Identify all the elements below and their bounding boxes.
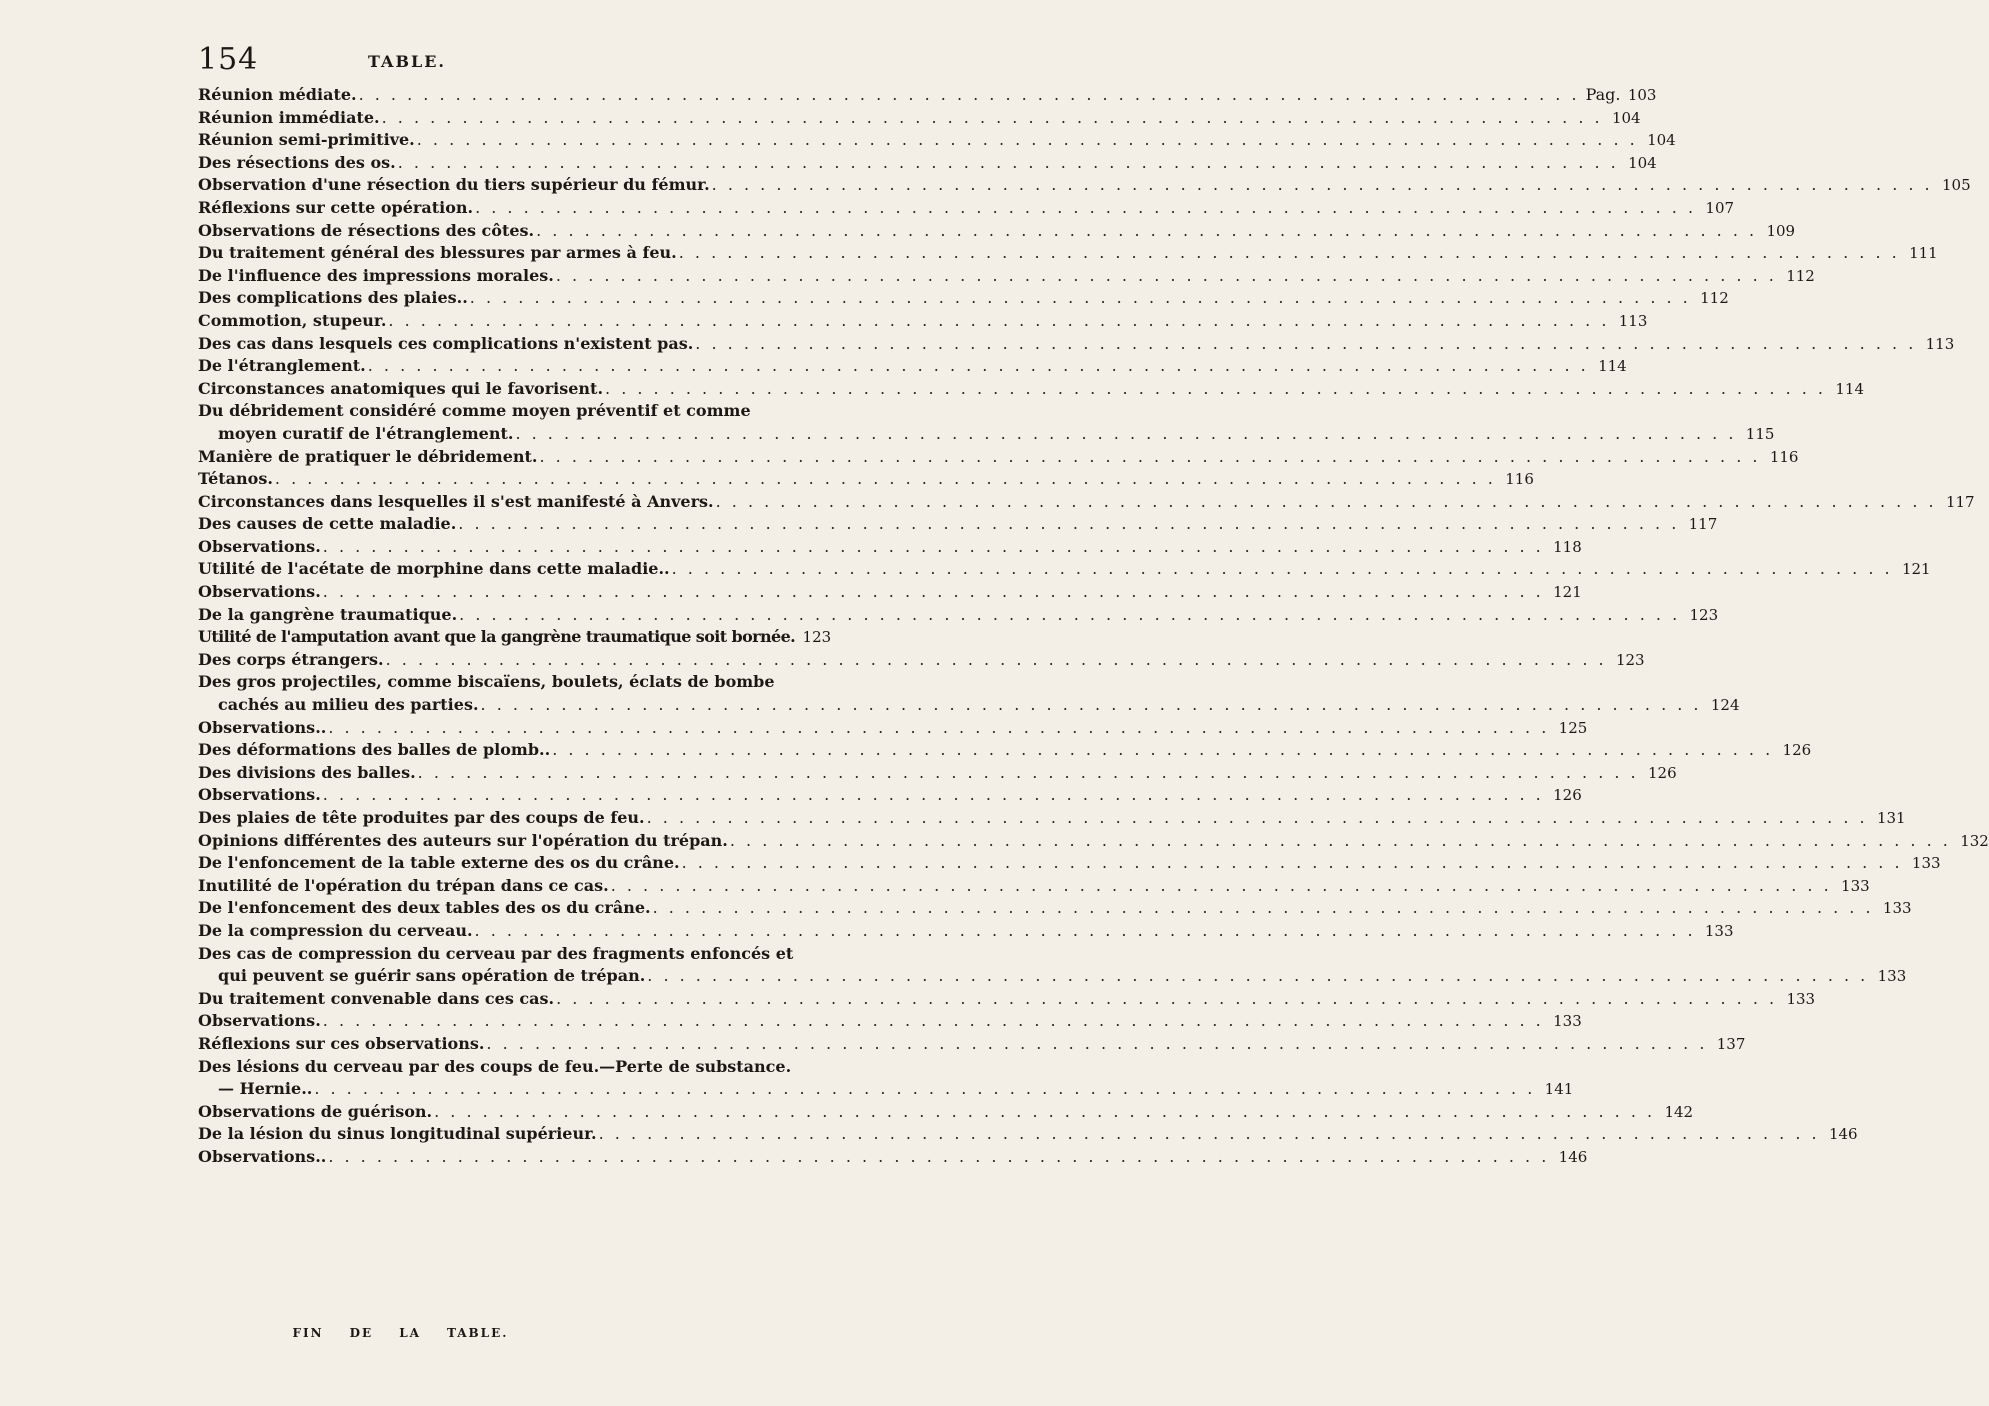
- toc-entry-title: Tétanos.: [198, 469, 273, 489]
- dot-leader: [554, 988, 1779, 1011]
- toc-entry: [198, 604, 1719, 627]
- dot-leader: [386, 310, 1611, 333]
- toc-entry-title: — Hernie..: [218, 1079, 313, 1099]
- dot-leader: [710, 174, 1935, 197]
- toc-entry: [198, 807, 1906, 830]
- dot-leader: [432, 1101, 1657, 1124]
- toc-entry: [198, 468, 1534, 491]
- footer-word: TABLE.: [446, 1326, 509, 1340]
- dot-leader: [357, 84, 1582, 107]
- toc-entry-title: Observations..: [198, 1146, 327, 1166]
- footer-word: LA: [399, 1326, 421, 1340]
- toc-entry: [198, 446, 1799, 469]
- toc-entry-title: cachés au milieu des parties.: [218, 695, 479, 715]
- toc-entry-title: Des lésions du cerveau par des coups de feu.—Perte de substance.: [198, 1056, 792, 1076]
- toc-entry-title: De la lésion du sinus longitudinal supérieur.: [198, 1124, 597, 1144]
- toc-entry-title: Observations.: [198, 582, 321, 602]
- pag-label: Pag.: [1585, 85, 1621, 104]
- dot-leader: [554, 265, 1779, 288]
- toc-page-number: 104: [1628, 153, 1657, 172]
- toc-page-number: 133: [1877, 967, 1907, 986]
- dot-leader: [384, 649, 1609, 672]
- toc-page-number: 146: [1558, 1147, 1588, 1166]
- toc-entry-title: Des résections des os.: [198, 152, 396, 172]
- toc-page-number: 132: [1960, 831, 1989, 850]
- running-title: TABLE.: [368, 52, 446, 71]
- toc-entry-title: Circonstances dans lesquelles il s'est manifesté à Anvers.: [198, 491, 714, 511]
- toc-entry: [198, 830, 1989, 853]
- toc-entry-title: Des plaies de tête produites par des coups de feu.: [198, 808, 645, 827]
- toc-page-number: 131: [1876, 809, 1906, 827]
- toc-page-number: 118: [1553, 537, 1582, 556]
- toc-entry: [198, 694, 1740, 717]
- toc-entry-title: Réflexions sur ces observations.: [198, 1033, 485, 1053]
- toc-entry-title: Commotion, stupeur.: [198, 310, 387, 330]
- toc-entry-title: Des cas de compression du cerveau par des fragments enfoncés et: [198, 943, 794, 963]
- dot-leader: [597, 1123, 1822, 1146]
- toc-page-number: 117: [1688, 515, 1718, 534]
- toc-page-number: 133: [1786, 989, 1816, 1008]
- toc-entry-title: Observations..: [198, 717, 327, 737]
- toc-entry-title: De la gangrène traumatique.: [198, 604, 458, 624]
- toc-page-number: 133: [1911, 854, 1941, 873]
- dot-leader: [473, 920, 1698, 943]
- toc-entry: [198, 310, 1648, 333]
- dot-leader: [479, 694, 1704, 717]
- toc-entry-title: Réunion médiate.: [198, 85, 357, 104]
- toc-page-number: 117: [1945, 492, 1975, 511]
- footer-word: FIN: [292, 1326, 324, 1340]
- toc-entry: [198, 242, 1938, 265]
- toc-page-number: 133: [1553, 1012, 1582, 1031]
- toc-entry-title: Observations.: [198, 785, 321, 805]
- toc-page-number: 121: [1901, 560, 1931, 579]
- toc-page-number: 126: [1648, 763, 1677, 782]
- toc-entry: [198, 1078, 1574, 1101]
- toc-page-number: 103: [1627, 86, 1657, 104]
- toc-entry: [198, 355, 1627, 378]
- toc-entry: [198, 333, 1955, 356]
- toc-entry: [198, 920, 1734, 943]
- toc-page-number: 116: [1505, 470, 1534, 489]
- dot-leader: [534, 220, 1759, 243]
- toc-entry: [198, 536, 1582, 559]
- toc-page-number: 125: [1558, 718, 1588, 737]
- toc-entry-title: Observations de guérison.: [198, 1101, 433, 1121]
- toc-entry-title: Observation d'une résection du tiers supérieur du fémur.: [198, 175, 710, 195]
- dot-leader: [728, 830, 1953, 853]
- toc-entry-title: Du traitement convenable dans ces cas.: [198, 988, 555, 1008]
- toc-page-number: 123: [1615, 650, 1645, 669]
- toc-entry: [198, 581, 1582, 604]
- dot-leader: [321, 581, 1546, 604]
- toc-entry: [198, 378, 1864, 401]
- dot-leader: [326, 717, 1551, 740]
- page-header: [0, 40, 801, 90]
- toc-page-number: 124: [1710, 696, 1740, 715]
- toc-entry-title: Des divisions des balles.: [198, 762, 416, 782]
- toc-page-number: 146: [1828, 1125, 1858, 1144]
- page-number: 154: [198, 42, 259, 77]
- toc-entry-title: Observations.: [198, 1011, 321, 1031]
- dot-leader: [380, 107, 1605, 130]
- toc-entry: [198, 988, 1816, 1011]
- toc-page-number: 141: [1544, 1080, 1574, 1099]
- toc-entry: [198, 491, 1975, 514]
- dot-leader: [609, 875, 1834, 898]
- toc-entry-title: Réflexions sur cette opération.: [198, 197, 474, 217]
- dot-leader: [366, 355, 1591, 378]
- toc-entry: [198, 717, 1588, 740]
- dot-leader: [484, 1033, 1709, 1056]
- toc-page-number: 126: [1553, 786, 1582, 805]
- table-of-contents: [198, 84, 1989, 1169]
- toc-page-number: 126: [1782, 741, 1812, 760]
- toc-entry: [198, 84, 1657, 107]
- toc-entry-title: Manière de pratiquer le débridement.: [198, 446, 538, 466]
- toc-page-number: 137: [1716, 1034, 1746, 1053]
- toc-entry: [198, 174, 1971, 197]
- dot-leader: [415, 129, 1640, 152]
- toc-page-number: 133: [1841, 876, 1870, 895]
- toc-entry-title: Utilité de l'amputation avant que la gangrène traumatique soit bornée.: [198, 627, 796, 647]
- toc-page-number: 109: [1766, 221, 1796, 240]
- toc-entry-title: Inutilité de l'opération du trépan dans ce cas.: [198, 875, 609, 895]
- dot-leader: [416, 762, 1641, 785]
- toc-entry: [198, 1033, 1746, 1056]
- dot-leader: [326, 1146, 1551, 1169]
- toc-entry-title: Des complications des plaies..: [198, 288, 468, 308]
- toc-entry: [198, 197, 1735, 220]
- toc-entry: [198, 739, 1812, 762]
- toc-entry: [198, 129, 1676, 152]
- footer-word: DE: [349, 1326, 374, 1340]
- dot-leader: [473, 197, 1698, 220]
- toc-page-number: 133: [1704, 921, 1734, 940]
- dot-leader: [550, 739, 1775, 762]
- toc-page-number: 107: [1705, 198, 1735, 217]
- toc-entry: [198, 649, 1645, 672]
- toc-entry-title: De l'étranglement.: [198, 356, 366, 376]
- toc-entry: [198, 220, 1796, 243]
- toc-entry-title: Réunion semi-primitive.: [198, 130, 415, 150]
- toc-page-number: 104: [1647, 131, 1676, 150]
- toc-page-number: 116: [1769, 447, 1799, 466]
- dot-leader: [513, 423, 1738, 446]
- dot-leader: [645, 807, 1870, 830]
- end-of-table-note: [0, 1326, 801, 1340]
- toc-entry-title: De l'enfoncement des deux tables des os du crâne.: [198, 898, 651, 918]
- dot-leader: [396, 152, 1621, 175]
- toc-entry-title: qui peuvent se guérir sans opération de trépan.: [218, 966, 646, 986]
- toc-entry-title: Des causes de cette maladie.: [198, 514, 457, 534]
- toc-entry: [198, 265, 1815, 288]
- toc-entry-title: Observations.: [198, 536, 321, 556]
- toc-page-number: 114: [1835, 379, 1864, 398]
- toc-page-number: 123: [802, 628, 832, 647]
- toc-entry: [198, 152, 1657, 175]
- toc-entry-title: Du traitement général des blessures par armes à feu.: [198, 243, 677, 263]
- toc-entry: [198, 875, 1870, 898]
- dot-leader: [693, 333, 1918, 356]
- dot-leader: [538, 446, 1763, 469]
- toc-page-number: 104: [1611, 108, 1641, 127]
- toc-entry: [198, 287, 1729, 310]
- dot-leader: [457, 604, 1682, 627]
- toc-entry-title: Des cas dans lesquels ces complications n'existent pas.: [198, 333, 694, 353]
- toc-page-number: 113: [1925, 334, 1955, 353]
- toc-entry: [198, 965, 1907, 988]
- toc-entry: [198, 784, 1582, 807]
- dot-leader: [670, 558, 1895, 581]
- toc-entry-title: Des déformations des balles de plomb..: [198, 740, 551, 760]
- toc-entry-title: De la compression du cerveau.: [198, 920, 473, 940]
- toc-entry: [198, 1123, 1858, 1146]
- toc-entry: [198, 513, 1718, 536]
- toc-entry-title: Des corps étrangers.: [198, 649, 384, 669]
- toc-page-number: 105: [1942, 176, 1971, 195]
- dot-leader: [468, 287, 1693, 310]
- dot-leader: [321, 1010, 1546, 1033]
- toc-entry-title: Circonstances anatomiques qui le favorisent.: [198, 378, 604, 398]
- dot-leader: [603, 378, 1828, 401]
- toc-page-number: 112: [1786, 266, 1815, 285]
- toc-entry: [198, 1010, 1582, 1033]
- toc-page-number: 142: [1664, 1102, 1694, 1121]
- toc-entry-title: De l'enfoncement de la table externe des os du crâne.: [198, 853, 680, 873]
- toc-entry: [198, 558, 1931, 581]
- toc-entry: [198, 852, 1941, 875]
- toc-entry-title: Observations de résections des côtes.: [198, 220, 535, 240]
- toc-entry: [198, 107, 1641, 130]
- toc-page-number: 112: [1700, 289, 1729, 308]
- dot-leader: [321, 536, 1546, 559]
- toc-entry: [198, 626, 832, 649]
- toc-entry: [198, 1146, 1588, 1169]
- toc-entry-title: Réunion immédiate.: [198, 107, 380, 127]
- toc-page-number: 115: [1745, 424, 1775, 443]
- toc-entry: [198, 897, 1912, 920]
- toc-entry: [198, 423, 1775, 446]
- toc-entry: [198, 762, 1677, 785]
- toc-entry-title: De l'influence des impressions morales.: [198, 265, 554, 285]
- dot-leader: [714, 491, 1939, 514]
- dot-leader: [456, 513, 1681, 536]
- toc-entry-title: Des gros projectiles, comme biscaïens, boulets, éclats de bombe: [198, 672, 775, 692]
- dot-leader: [321, 784, 1546, 807]
- toc-entry-title: Opinions différentes des auteurs sur l'opération du trépan.: [198, 830, 728, 850]
- toc-page-number: 113: [1618, 311, 1648, 330]
- toc-entry-title: Utilité de l'acétate de morphine dans cette maladie..: [198, 559, 670, 579]
- dot-leader: [312, 1078, 1537, 1101]
- dot-leader: [680, 852, 1905, 875]
- dot-leader: [677, 242, 1902, 265]
- toc-page-number: 114: [1598, 357, 1627, 376]
- dot-leader: [651, 897, 1876, 920]
- toc-page-number: 121: [1553, 583, 1582, 602]
- toc-entry-title: moyen curatif de l'étranglement.: [218, 423, 514, 443]
- toc-page-number: 133: [1882, 899, 1912, 918]
- toc-entry: [198, 1101, 1694, 1124]
- toc-entry-title: Du débridement considéré comme moyen préventif et comme: [198, 401, 751, 421]
- toc-page-number: 111: [1909, 244, 1938, 263]
- dot-leader: [273, 468, 1498, 491]
- toc-page-number: 123: [1689, 605, 1719, 624]
- dot-leader: [645, 965, 1870, 988]
